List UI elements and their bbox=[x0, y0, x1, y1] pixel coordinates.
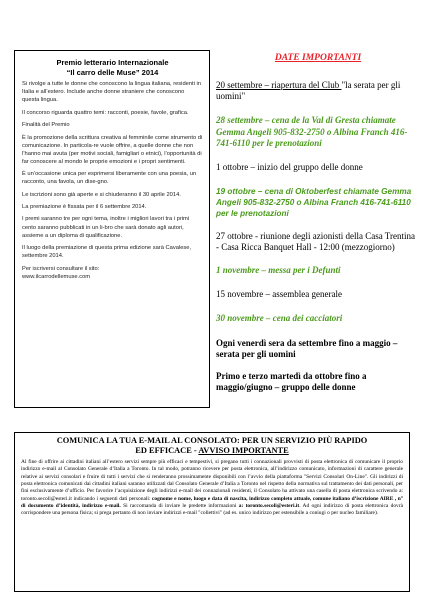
consulate-notice-title-line1: COMUNICA LA TUA E-MAIL AL CONSOLATO: PER UN SERVIZIO PIÙ RAPIDO bbox=[56, 436, 368, 445]
consulate-notice-title bbox=[21, 436, 403, 456]
event-womens-group-tuesdays: Primo e terzo martedì da ottobre fino a maggio/giugno – gruppo delle donne bbox=[216, 371, 367, 393]
event-club-reopening-date: 20 settembre – riapertura del Club bbox=[216, 80, 342, 90]
prize-paragraph-purpose: È la promozione della scrittura creativa al femminile come strumento di comunicazione. In particola-re vuole offrire, a quelle donne che non l’hanno mai avuta (per motivi sociali, famigliari o etnici), l’opportunità di far conoscere al mondo le proprie emozioni e i propri sentimenti. bbox=[22, 134, 203, 165]
notice-text-intro: Al fine di offrire ai cittadini italiani all’estero servizi sempre più efficaci e tempestivi, si pregano tutti i connazionali provvisti di posta elettronica di comunicare il proprio indirizzo e-mail al Consolato Generale d’Italia a Toronto. In tal modo, potranno ricevere per posta elettronica, all’indirizzo comunicato, informazioni di carattere generale relative ai servizi consolari e fruire di tutti i servizi che si renderanno prossimamente disponibili con l’avvio della piattaforma "Servizi Consolari On-Line". Gli indirizzi di posta elettronica comunicati dai cittadini italiani saranno utilizzati dal Consolato Generale d’Italia a Toronto nel rispetto della normativa sul trattamento dei dati personali, per fini esclusivamente d’ufficio. Per favorire l’acquisizione degli indirizzi e-mail dei connazionali residenti, il Consolato ha attivato una casella di posta elettronica scrivendo a: bbox=[21, 459, 403, 495]
event-oktoberfest-dinner: 19 ottobre – cena di Oktoberfest chiamate Gemma Angeli 905-832-2750 o Albina Franch 416-741-6110 per le prenotazioni bbox=[216, 187, 412, 218]
consulate-notice-body bbox=[21, 459, 403, 518]
consulate-email-bold[interactable]: a: toronto.secoli@esteri.it bbox=[238, 503, 300, 510]
notice-text-closing: . Ad ogni indirizzo di posta elettronica dovrà corrispondere una persona fisica; si prega pertanto di non inviare indirizzi e-mail "collettivi" (ad es. unico indirizzo per estensibile a coniugi o per nucleo familiare). bbox=[21, 503, 403, 517]
consulate-notice-title-prefix: ED EFFICACE - bbox=[135, 446, 199, 455]
event-mass-for-deceased: 1 novembre – messa per i Defunti bbox=[216, 265, 341, 276]
event-hunters-dinner: 30 novembre – cena dei cacciatori bbox=[216, 313, 343, 324]
prize-title-line1: Premio letterario Internazionale bbox=[56, 58, 169, 67]
event-val-di-gresta-dinner: 28 settembre – cena de la Val di Gresta chiamate Gemma Angeli 905-832-2750 o Albina Franch 416-741-6110 per le prenotazioni bbox=[216, 115, 408, 148]
literary-prize-box bbox=[14, 50, 210, 408]
event-womens-group-start: 1 ottobre – inizio del gruppo delle donne bbox=[216, 162, 363, 173]
prize-paragraph-award-date: La premiazione è fissata per il 6 settembre 2014. bbox=[22, 204, 147, 211]
website-link[interactable]: www.ilcarrodellemuse.com bbox=[22, 273, 91, 280]
prize-paragraph-location: Il luogo della premiazione di questa prima edizione sarà Cavalese, settembre 2014. bbox=[22, 245, 192, 260]
event-shareholders-meeting: 27 ottobre - riunione degli azionisti della Casa Trentina - Casa Ricca Banquet Hall - 12:00 (mezzogiorno) bbox=[216, 230, 415, 252]
consulate-notice-important: AVVISO IMPORTANTE bbox=[198, 446, 289, 455]
prize-paragraph-purpose-heading: Finalità del Premio bbox=[22, 122, 70, 129]
event-general-assembly: 15 novembre – assemblea generale bbox=[216, 289, 342, 300]
notice-text-recommend: Si raccomanda di inviare le predette informazioni bbox=[120, 503, 239, 510]
consulate-notice-box bbox=[14, 432, 410, 592]
event-mens-evening: Ogni venerdì sera da settembre fino a maggio – serata per gli uomini bbox=[216, 337, 398, 359]
prize-paragraph-registration: Le iscrizioni sono già aperte e si chiuderanno il 30 aprile 2014. bbox=[22, 191, 181, 198]
prize-title bbox=[22, 58, 203, 77]
prize-paragraph-themes: Il concorso riguarda quattro temi: racconti, poesie, favole, grafica. bbox=[22, 109, 189, 116]
prize-paragraph-occasion: È un’occasione unica per esprimersi liberamente con una poesia, un racconto, una favola, un dise-gno. bbox=[22, 171, 197, 186]
event-club-reopening bbox=[216, 80, 420, 102]
website-label: Per iscriversi consultare il sito: bbox=[22, 265, 100, 272]
notice-text-data-intro: indicando i seguenti dati personali: bbox=[71, 495, 152, 502]
important-dates-title: DATE IMPORTANTI bbox=[274, 53, 362, 63]
event-club-reopening-desc: "la serata per gli uomini" bbox=[216, 80, 401, 102]
consulate-notice-title-line2 bbox=[21, 446, 403, 456]
consulate-email-link[interactable]: toronto.secoli@esteri.it bbox=[21, 495, 72, 502]
prize-paragraph-audience: Si rivolge a tutte le donne che conoscono la lingua italiana, residenti in Italia e all’estero. Include anche donne straniere che conoscono questa lingua. bbox=[22, 81, 202, 104]
prize-paragraph-prizes: I premi saranno tre per ogni tema, inoltre i migliori lavori tra i primi cento saranno pubblicati in un li-bro che sarà donato agli autori, assieme a un diploma di qualificazione. bbox=[22, 216, 190, 239]
notice-required-data: cognome e nome, luogo e data di nascita, indirizzo completo attuale, comune italiano d’iscrizione AIRE , n° di documento d’identità, indirizzo e-mail. bbox=[21, 495, 403, 510]
prize-paragraph-website bbox=[22, 265, 203, 281]
important-dates-column bbox=[216, 50, 420, 403]
prize-title-line2: “Il carro delle Muse” 2014 bbox=[66, 67, 159, 77]
